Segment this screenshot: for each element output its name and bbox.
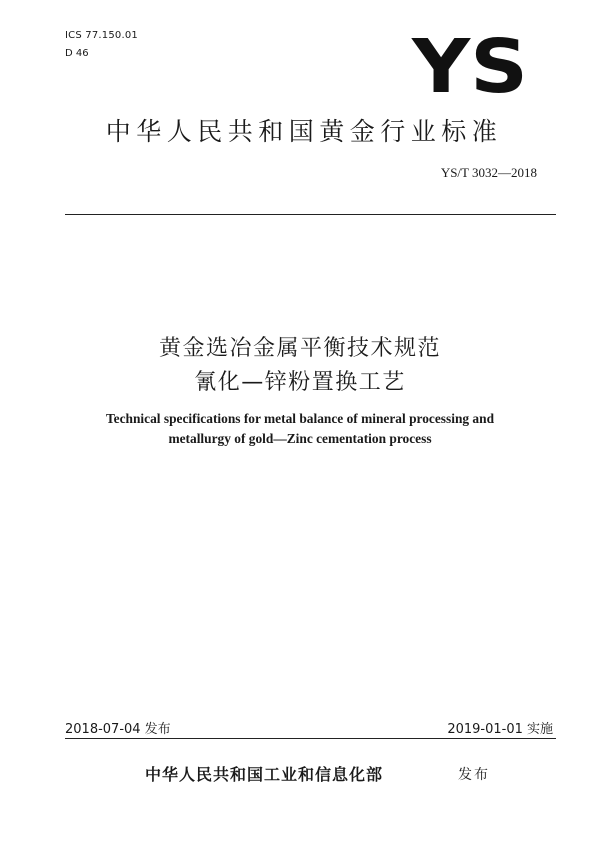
effective-date: 2019-01-01 实施	[447, 722, 553, 737]
ys-logo-text: YS	[410, 30, 528, 100]
issue-label: 发布	[458, 767, 490, 783]
standard-title: 中华人民共和国黄金行业标准	[105, 117, 503, 146]
issuer: 中华人民共和国工业和信息化部	[145, 765, 384, 784]
category-code: D 46	[65, 48, 89, 59]
top-divider	[65, 214, 556, 215]
title-cn-line1: 黄金选冶金属平衡技术规范	[158, 336, 441, 361]
publish-date: 2018-07-04 发布	[65, 722, 171, 737]
ys-logo	[410, 30, 530, 100]
bottom-divider	[65, 738, 556, 739]
title-en-line1: Technical specifications for metal balance of mineral processing and	[105, 411, 495, 426]
standard-number: YS/T 3032—2018	[440, 165, 537, 180]
ics-code: ICS 77.150.01	[65, 30, 138, 41]
title-cn-line2: 氰化—锌粉置换工艺	[194, 370, 406, 395]
title-en-line2: metallurgy of gold—Zinc cementation process	[168, 431, 432, 446]
